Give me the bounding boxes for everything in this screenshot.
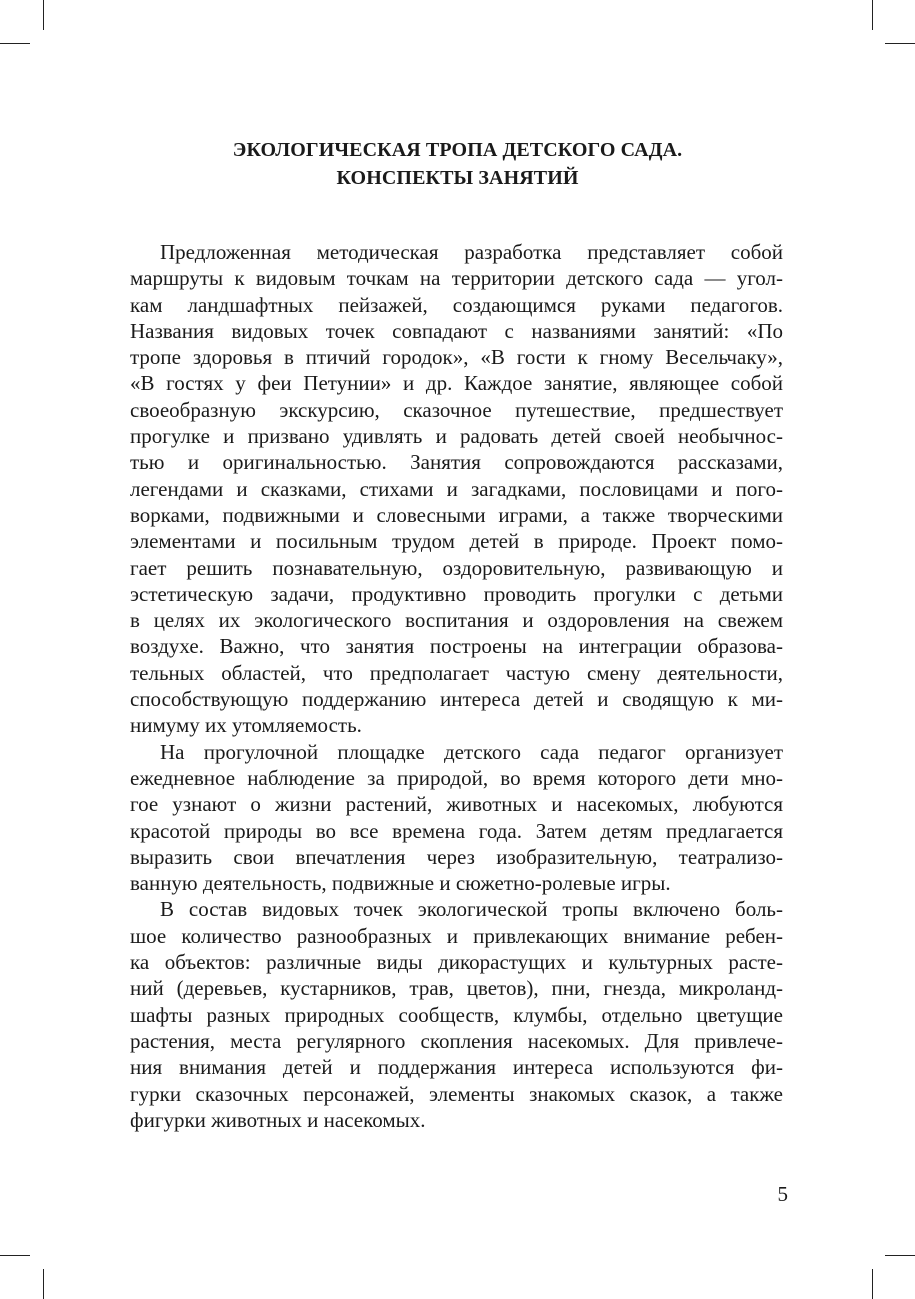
text-line: тельных областей, что предполагает частую смену деятельности, [130,660,783,685]
crop-mark-bottom-left-vertical [43,1269,44,1299]
text-line: прогулке и призвано удивлять и радовать детей своей необычнос- [130,424,783,449]
text-line: шафты разных природных сообществ, клумбы, отдельно цветущие [130,1002,783,1027]
text-line: ний (деревьев, кустарников, трав, цветов), пни, гнезда, микроланд- [130,976,783,1001]
crop-mark-top-right-vertical [872,0,873,30]
text-line: воздухе. Важно, что занятия построены на интеграции образова- [130,634,783,659]
body-text [130,239,783,1133]
crop-mark-bottom-right-vertical [872,1269,873,1299]
text-line: элементами и посильным трудом детей в природе. Проект помо- [130,529,783,554]
crop-mark-bottom-right-horizontal [885,1255,915,1256]
page-number: 5 [777,1182,788,1206]
crop-mark-top-left-horizontal [0,43,30,44]
paragraph [130,896,783,1133]
text-line: эстетическую задачи, продуктивно проводить прогулки с детьми [130,581,783,606]
text-line: Предложенная методическая разработка представляет собой [160,240,783,264]
paragraph [130,239,783,739]
text-line: шое количество разнообразных и привлекающих внимание ребен- [130,923,783,948]
text-line: ванную деятельность, подвижные и сюжетно-ролевые игры. [130,871,671,896]
text-line: В состав видовых точек экологической тропы включено боль- [160,897,783,922]
text-line: тропе здоровья в птичий городок», «В гости к гному Весельчаку», [130,345,783,370]
text-line: выразить свои впечатления через изобразительную, театрализо- [130,844,783,869]
text-line: растения, места регулярного скопления насекомых. Для привлече- [130,1028,783,1053]
text-line: На прогулочной площадке детского сада педагог организует [160,739,783,764]
page-title-line: КОНСПЕКТЫ ЗАНЯТИЙ [336,167,579,189]
text-line: нимуму их утомляемость. [130,713,362,738]
page-title-line: ЭКОЛОГИЧЕСКАЯ ТРОПА ДЕТСКОГО САДА. [232,139,683,161]
text-line: маршруты к видовым точкам на территории детского сада — угол- [130,266,783,291]
text-line: гурки сказочных персонажей, элементы знакомых сказок, а также [130,1081,783,1106]
text-line: ежедневное наблюдение за природой, во время которого дети мно- [130,765,783,790]
text-line: ворками, подвижными и словесными играми, а также творческими [130,502,783,527]
text-line: гает решить познавательную, оздоровительную, развивающую и [130,555,783,580]
page-title [130,136,785,192]
text-line: ния внимания детей и поддержания интереса используются фи- [130,1055,783,1080]
text-line: кам ландшафтных пейзажей, создающимся руками педагогов. [130,292,783,317]
text-line: гое узнают о жизни растений, животных и насекомых, любуются [130,792,783,817]
paragraph [130,739,783,897]
text-line: легендами и сказками, стихами и загадками, пословицами и пого- [130,476,783,501]
text-line: в целях их экологического воспитания и оздоровления на свежем [130,608,783,633]
text-line: тью и оригинальностью. Занятия сопровождаются рассказами, [130,450,783,475]
crop-mark-top-left-vertical [43,0,44,30]
text-line: ка объектов: различные виды дикорастущих и культурных расте- [130,950,783,975]
crop-mark-top-right-horizontal [885,43,915,44]
text-line: Названия видовых точек совпадают с названиями занятий: «По [130,318,783,343]
text-line: красотой природы во все времена года. Затем детям предлагается [130,818,783,843]
text-line: фигурки животных и насекомых. [130,1107,426,1132]
crop-mark-bottom-left-horizontal [0,1255,30,1256]
text-line: «В гостях у феи Петунии» и др. Каждое занятие, являющее собой [130,371,783,396]
text-line: способствующую поддержанию интереса детей и сводящую к ми- [130,687,783,712]
text-line: своеобразную экскурсию, сказочное путешествие, предшествует [130,397,783,422]
